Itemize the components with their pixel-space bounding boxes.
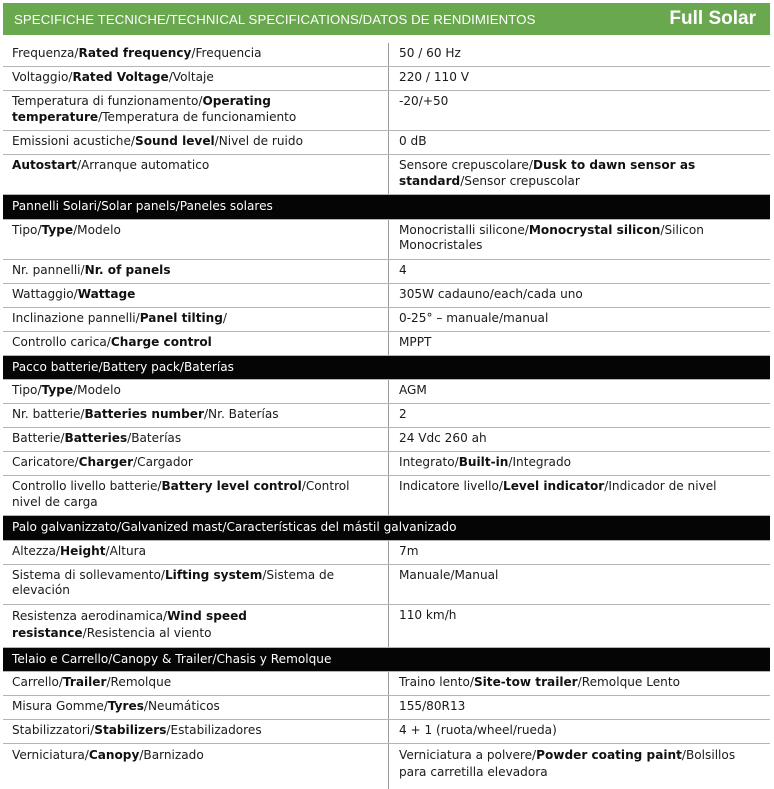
spec-value: 305W cadauno/each/cada uno bbox=[399, 286, 583, 301]
product-name: Full Solar bbox=[669, 8, 756, 29]
spec-row-battery-level-control bbox=[3, 476, 770, 516]
spec-label: Nr. pannelli/Nr. of panels bbox=[3, 260, 389, 283]
spec-label: Nr. batterie/Batteries number/Nr. Baterías bbox=[3, 404, 389, 427]
spec-row-battery-type bbox=[3, 380, 770, 404]
spec-label: Carrello/Trailer/Remolque bbox=[3, 672, 389, 695]
spec-label: Batterie/Batteries/Baterías bbox=[3, 428, 389, 451]
spec-value: Verniciatura a polvere/Powder coating paint/Bolsillos para carretilla elevadora bbox=[399, 748, 736, 779]
spec-value: Monocristalli silicone/Monocrystal silicon/Silicon Monocristales bbox=[399, 222, 704, 252]
spec-row-charge-control bbox=[3, 332, 770, 356]
spec-row-tyres bbox=[3, 696, 770, 720]
spec-label: Controllo carica/Charge control bbox=[3, 332, 389, 355]
spec-row-voltage bbox=[3, 67, 770, 91]
spec-row-operating-temperature bbox=[3, 91, 770, 131]
section-header-battery-pack: Pacco batterie/Battery pack/Baterías bbox=[3, 356, 770, 381]
spec-value: 155/80R13 bbox=[399, 699, 466, 713]
spec-row-canopy bbox=[3, 744, 770, 789]
spec-row-sound-level bbox=[3, 131, 770, 155]
spec-label: Stabilizzatori/Stabilizers/Estabilizadores bbox=[3, 720, 389, 743]
spec-value: 4 + 1 (ruota/wheel/rueda) bbox=[399, 723, 557, 737]
spec-label: Temperatura di funzionamento/Operating temperature/Temperatura de funcionamiento bbox=[3, 91, 389, 130]
section-header-galvanized-mast: Palo galvanizzato/Galvanized mast/Características del mástil galvanizado bbox=[3, 516, 770, 541]
spec-row-autostart bbox=[3, 155, 770, 195]
spec-value: 2 bbox=[399, 407, 407, 421]
spec-value: 0 dB bbox=[399, 134, 427, 148]
spec-label: Tipo/Type/Modelo bbox=[3, 380, 389, 403]
spec-label: Misura Gomme/Tyres/Neumáticos bbox=[3, 696, 389, 719]
spec-row-lifting-system bbox=[3, 565, 770, 605]
spec-label: Frequenza/Rated frequency/Frequencia bbox=[3, 43, 389, 66]
spec-label: Emissioni acustiche/Sound level/Nivel de ruido bbox=[3, 131, 389, 154]
spec-value: 7m bbox=[399, 543, 419, 558]
spec-value: Integrato/Built-in/Integrado bbox=[399, 455, 572, 469]
spec-label: Wattaggio/Wattage bbox=[3, 284, 389, 307]
spec-row-panel-type bbox=[3, 220, 770, 260]
spec-label: Verniciatura/Canopy/Barnizado bbox=[3, 744, 389, 789]
spec-header-bar bbox=[3, 3, 770, 35]
spec-label: Inclinazione pannelli/Panel tilting/ bbox=[3, 308, 389, 331]
section-header-solar-panels: Pannelli Solari/Solar panels/Paneles solares bbox=[3, 195, 770, 220]
spec-row-wind-speed-resistance bbox=[3, 605, 770, 648]
spec-value: 110 km/h bbox=[399, 607, 457, 622]
spec-value: Traino lento/Site-tow trailer/Remolque Lento bbox=[399, 675, 680, 689]
spec-label: Voltaggio/Rated Voltage/Voltaje bbox=[3, 67, 389, 90]
spec-label: Tipo/Type/Modelo bbox=[3, 220, 389, 259]
spec-label: Controllo livello batterie/Battery level control/Control nivel de carga bbox=[3, 476, 389, 515]
spec-row-stabilizers bbox=[3, 720, 770, 744]
spec-label: Resistenza aerodinamica/Wind speed resistance/Resistencia al viento bbox=[3, 605, 389, 647]
spec-row-wattage bbox=[3, 284, 770, 308]
spec-value: -20/+50 bbox=[399, 94, 449, 108]
spec-row-frequency bbox=[3, 43, 770, 67]
spec-value: MPPT bbox=[399, 334, 432, 349]
spec-table bbox=[3, 43, 770, 789]
spec-row-battery-count bbox=[3, 404, 770, 428]
spec-value: 4 bbox=[399, 262, 407, 277]
spec-value: AGM bbox=[399, 383, 427, 397]
section-header-canopy-trailer: Telaio e Carrello/Canopy & Trailer/Chasis y Remolque bbox=[3, 648, 770, 673]
spec-label: Sistema di sollevamento/Lifting system/Sistema de elevación bbox=[3, 565, 389, 604]
spec-value: 24 Vdc 260 ah bbox=[399, 431, 487, 445]
spec-value: 0-25° – manuale/manual bbox=[399, 310, 549, 325]
spec-value: Sensore crepuscolare/Dusk to dawn sensor as standard/Sensor crepuscolar bbox=[399, 158, 696, 188]
spec-row-trailer bbox=[3, 672, 770, 696]
spec-row-batteries bbox=[3, 428, 770, 452]
spec-label: Autostart/Arranque automatico bbox=[3, 155, 389, 194]
spec-value: Indicatore livello/Level indicator/Indicador de nivel bbox=[399, 479, 717, 493]
spec-label: Caricatore/Charger/Cargador bbox=[3, 452, 389, 475]
spec-value: 220 / 110 V bbox=[399, 70, 470, 84]
spec-row-panel-count bbox=[3, 260, 770, 284]
spec-label: Altezza/Height/Altura bbox=[3, 541, 389, 564]
spec-header-title: SPECIFICHE TECNICHE/TECHNICAL SPECIFICATIONS/DATOS DE RENDIMIENTOS bbox=[14, 11, 536, 27]
spec-row-height bbox=[3, 541, 770, 565]
spec-value: 50 / 60 Hz bbox=[399, 46, 461, 60]
spec-row-panel-tilting bbox=[3, 308, 770, 332]
spec-row-charger bbox=[3, 452, 770, 476]
spec-value: Manuale/Manual bbox=[399, 567, 499, 582]
